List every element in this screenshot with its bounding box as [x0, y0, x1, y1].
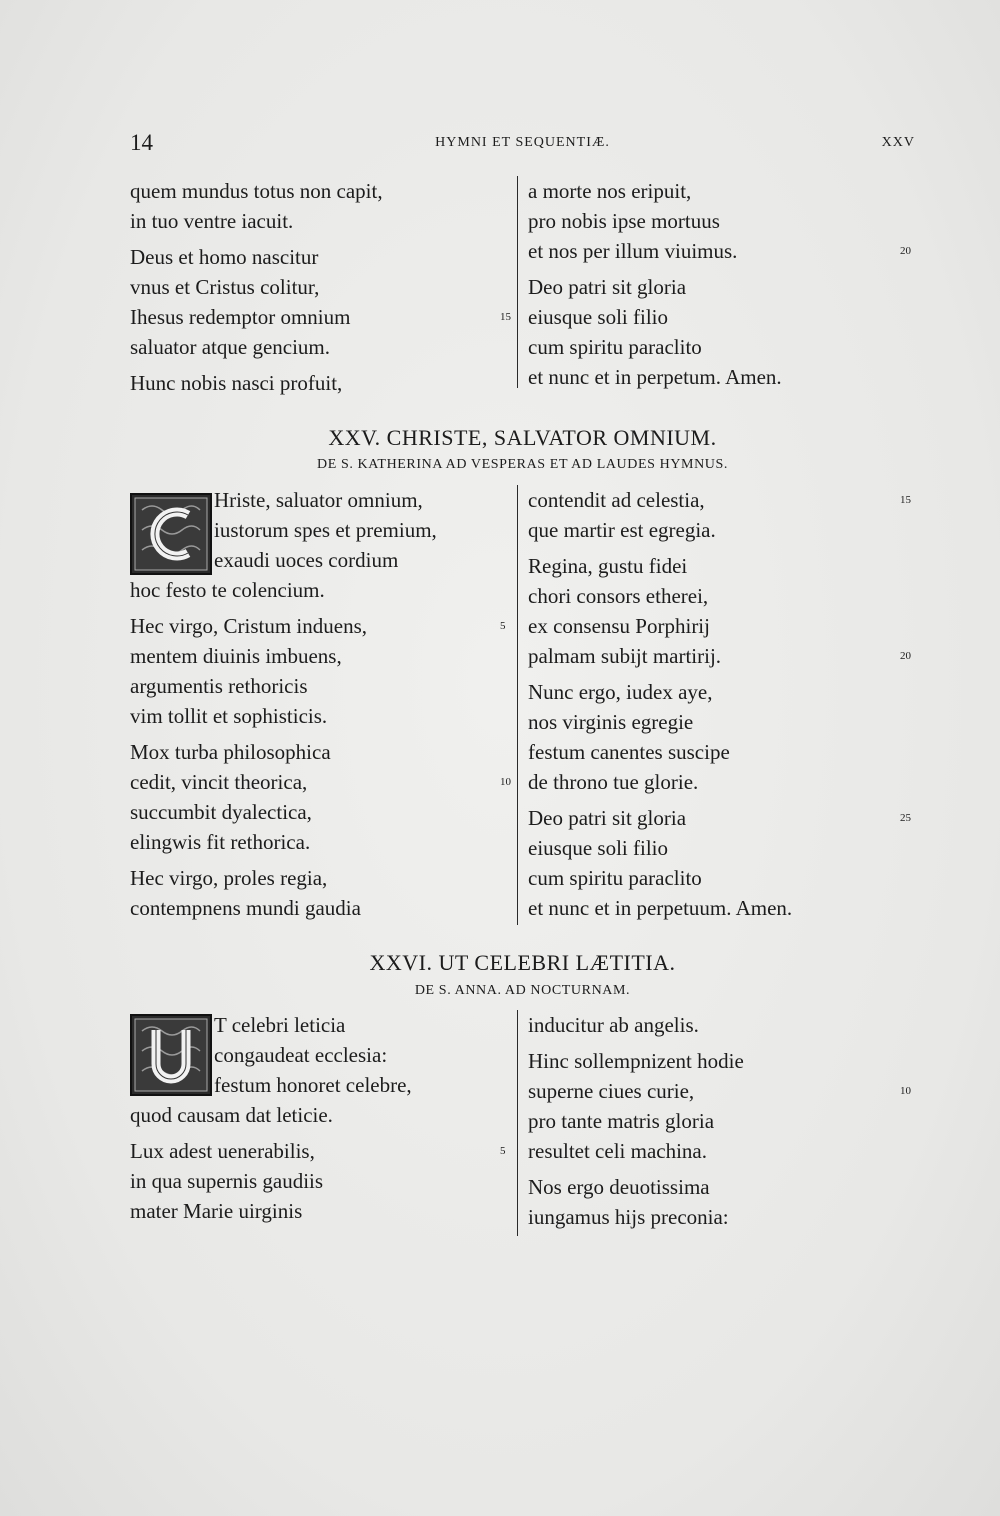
verse-line: argumentis rethoricis: [130, 674, 308, 698]
line-number: 5: [500, 620, 506, 632]
line-number: 20: [900, 245, 911, 257]
verse-line: nos virginis egregie: [528, 710, 694, 734]
verse-line: Nunc ergo, iudex aye,: [528, 680, 713, 704]
verse-line: hoc festo te colencium.: [130, 578, 325, 602]
verse-line: cedit, vincit theorica,: [130, 770, 308, 794]
verse-line: resultet celi machina.: [528, 1139, 708, 1163]
decorated-initial-u: [130, 1014, 212, 1096]
verse-line: et nunc et in perpetum. Amen.: [528, 365, 782, 389]
verse-line: festum honoret celebre,: [214, 1073, 412, 1097]
verse-line: chori consors etherei,: [528, 584, 709, 608]
column-rule: [517, 176, 518, 388]
verse-line: quod causam dat leticie.: [130, 1103, 333, 1127]
verse-line: quem mundus totus non capit,: [130, 179, 383, 203]
line-number: 15: [900, 494, 911, 506]
verse-line: eiusque soli filio: [528, 305, 668, 329]
line-number: 10: [500, 776, 511, 788]
running-title: HYMNI ET SEQUENTIÆ.: [435, 135, 610, 150]
line-number: 25: [900, 812, 911, 824]
verse-line: pro nobis ipse mortuus: [528, 209, 720, 233]
verse-line: iungamus hijs preconia:: [528, 1205, 729, 1229]
hymn-subtitle: DE S. KATHERINA AD VESPERAS ET AD LAUDES HYMNUS.: [317, 457, 728, 472]
verse-line: que martir est egregia.: [528, 518, 716, 542]
verse-line: mentem diuinis imbuens,: [130, 644, 342, 668]
verse-line: et nos per illum viuimus.: [528, 239, 738, 263]
decorated-initial-c: [130, 493, 212, 575]
verse-line: contendit ad celestia,: [528, 488, 705, 512]
verse-line: inducitur ab angelis.: [528, 1013, 699, 1037]
verse-line: Lux adest uenerabilis,: [130, 1139, 315, 1163]
verse-line: Deo patri sit gloria: [528, 806, 687, 830]
column-rule: [517, 1010, 518, 1236]
page-number: 14: [130, 130, 153, 155]
hymn-title: XXVI. UT CELEBRI LÆTITIA.: [369, 950, 676, 975]
verse-line: cum spiritu paraclito: [528, 335, 702, 359]
hymn-subtitle: DE S. ANNA. AD NOCTURNAM.: [414, 983, 631, 998]
verse-line: vnus et Cristus colitur,: [130, 275, 320, 299]
running-head: [130, 132, 915, 156]
column-rule: [517, 485, 518, 925]
verse-line: iustorum spes et premium,: [214, 518, 437, 542]
verse-line: cum spiritu paraclito: [528, 866, 702, 890]
verse-line: congaudeat ecclesia:: [214, 1043, 388, 1067]
verse-line: Hriste, saluator omnium,: [214, 488, 423, 512]
verse-line: saluator atque gencium.: [130, 335, 331, 359]
verse-line: contempnens mundi gaudia: [130, 896, 361, 920]
line-number: 20: [900, 650, 911, 662]
line-number: 15: [500, 311, 511, 323]
verse-line: superne ciues curie,: [528, 1079, 695, 1103]
verse-line: Deus et homo nascitur: [130, 245, 319, 269]
hymn-xxvi: [130, 950, 915, 1229]
verse-line: Hunc nobis nasci profuit,: [130, 371, 343, 395]
verse-line: eiusque soli filio: [528, 836, 668, 860]
hymn-xxv: [130, 425, 915, 920]
verse-line: Ihesus redemptor omnium: [130, 305, 351, 329]
verse-line: Hec virgo, Cristum induens,: [130, 614, 368, 638]
verse-line: in tuo ventre iacuit.: [130, 209, 294, 233]
verse-line: Hec virgo, proles regia,: [130, 866, 328, 890]
verse-line: exaudi uoces cordium: [214, 548, 399, 572]
verse-line: a morte nos eripuit,: [528, 179, 692, 203]
verse-line: de throno tue glorie.: [528, 770, 699, 794]
verse-line: in qua supernis gaudiis: [130, 1169, 324, 1193]
line-number: 5: [500, 1145, 506, 1157]
verse-line: et nunc et in perpetuum. Amen.: [528, 896, 793, 920]
verse-line: pro tante matris gloria: [528, 1109, 715, 1133]
verse-line: Mox turba philosophica: [130, 740, 331, 764]
verse-line: Hinc sollempnizent hodie: [528, 1049, 744, 1073]
verse-line: succumbit dyalectica,: [130, 800, 312, 824]
hymn-title: XXV. CHRISTE, SALVATOR OMNIUM.: [328, 425, 717, 450]
ornament-icon: [132, 495, 210, 573]
line-number: 10: [900, 1085, 911, 1097]
verse-line: Deo patri sit gloria: [528, 275, 687, 299]
verse-line: mater Marie uirginis: [130, 1199, 303, 1223]
verse-line: Nos ergo deuotissima: [528, 1175, 710, 1199]
verse-line: vim tollit et sophisticis.: [130, 704, 328, 728]
ornament-icon: [132, 1016, 210, 1094]
verse-line: palmam subijt martirij.: [528, 644, 722, 668]
verse-line: elingwis fit rethorica.: [130, 830, 311, 854]
verse-line: ex consensu Porphirij: [528, 614, 710, 638]
verse-line: T celebri leticia: [214, 1013, 346, 1037]
section-mark: XXV: [881, 135, 915, 150]
continued-hymn: [130, 176, 915, 400]
verse-line: festum canentes suscipe: [528, 740, 730, 764]
verse-line: Regina, gustu fidei: [528, 554, 688, 578]
